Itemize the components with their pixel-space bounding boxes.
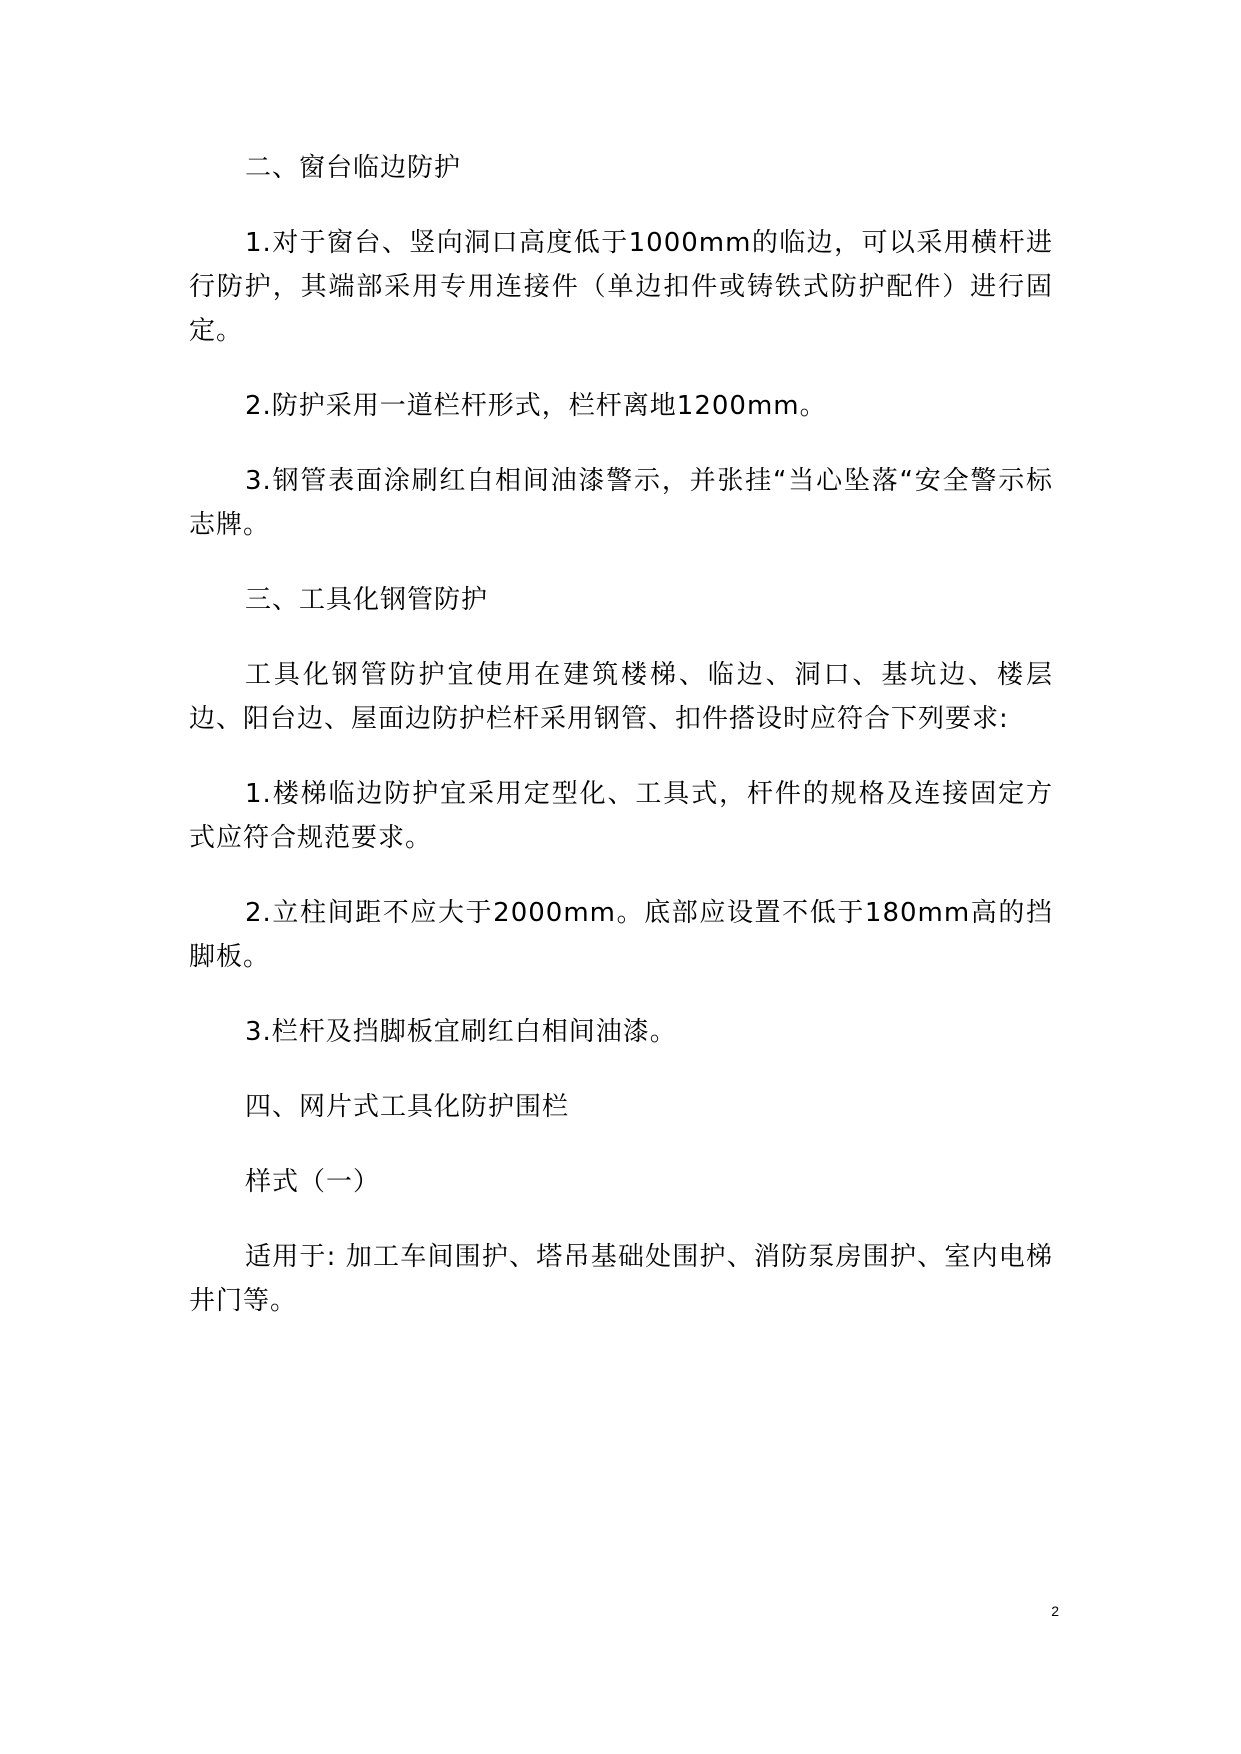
paragraph-steel-pipe-intro: 工具化钢管防护宜使用在建筑楼梯、临边、洞口、基坑边、楼层边、阳台边、屋面边防护栏杆采用钢管、扣件搭设时应符合下列要求: — [189, 660, 1053, 734]
paragraph-steel-pipe-item-1: 1.楼梯临边防护宜采用定型化、工具式，杆件的规格及连接固定方式应符合规范要求。 — [189, 779, 1053, 853]
paragraph-window-item-3: 3.钢管表面涂刷红白相间油漆警示，并张挂“当心坠落“安全警示标志牌。 — [189, 466, 1053, 540]
paragraph-steel-pipe-item-2: 2.立柱间距不应大于2000mm。底部应设置不低于180mm高的挡脚板。 — [189, 898, 1053, 972]
document-body — [189, 146, 1053, 1354]
section-heading-steel-pipe: 三、工具化钢管防护 — [245, 585, 489, 615]
section-heading-mesh-fence: 四、网片式工具化防护围栏 — [245, 1092, 570, 1122]
section-heading-window-edge: 二、窗台临边防护 — [245, 153, 462, 183]
paragraph-window-item-2: 2.防护采用一道栏杆形式，栏杆离地1200mm。 — [245, 391, 827, 421]
paragraph-steel-pipe-item-3: 3.栏杆及挡脚板宜刷红白相间油漆。 — [245, 1017, 677, 1047]
paragraph-applicable-to: 适用于: 加工车间围护、塔吊基础处围护、消防泵房围护、室内电梯井门等。 — [189, 1242, 1053, 1316]
paragraph-style-one: 样式（一） — [245, 1167, 381, 1197]
page-number: 2 — [1051, 1603, 1059, 1619]
paragraph-window-item-1: 1.对于窗台、竖向洞口高度低于1000mm的临边，可以采用横杆进行防护，其端部采用专用连接件（单边扣件或铸铁式防护配件）进行固定。 — [189, 228, 1053, 346]
